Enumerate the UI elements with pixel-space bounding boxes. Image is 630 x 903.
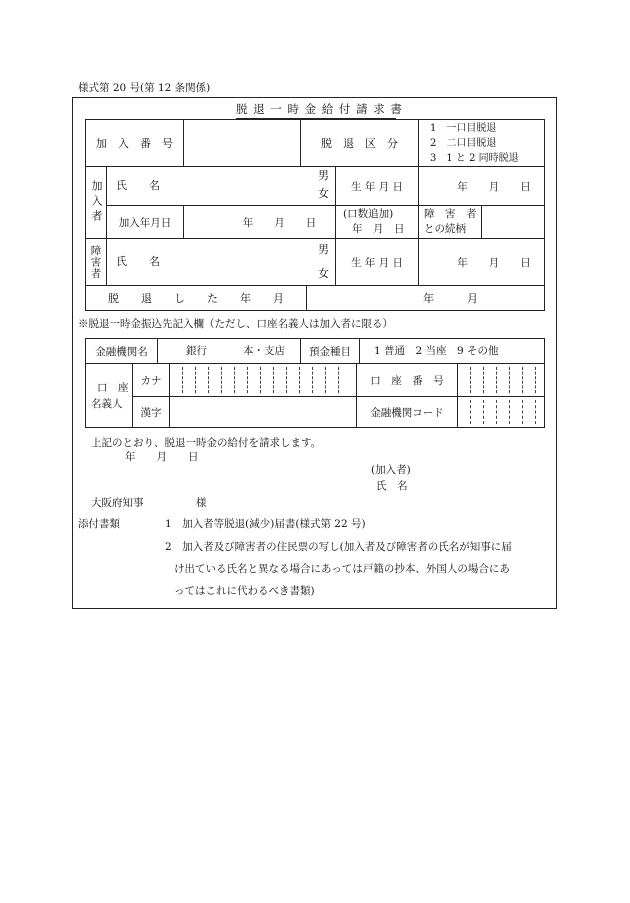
honorific: 様 — [196, 497, 207, 509]
form-number: 様式第 20 号(第 12 条関係) — [78, 82, 211, 94]
bank-section-note: ※脱退一時金振込先記入欄（ただし、口座名義人は加入者に限る） — [78, 318, 393, 330]
kana-label: カナ — [140, 374, 162, 387]
member-birthdate-label: 生 年 月 日 — [350, 180, 403, 193]
relationship-label-line1: 障 害 者 — [424, 208, 477, 220]
attachments-label: 添付書類 — [78, 518, 120, 530]
disabled-name-label: 氏 名 — [116, 255, 160, 268]
account-holder-label-line1: 口 座 — [97, 382, 129, 394]
deposit-type-label: 預金種目 — [309, 345, 351, 358]
claim-date[interactable]: 年 月 日 — [125, 451, 199, 463]
join-date-label: 加入年月日 — [118, 216, 172, 229]
member-male-option[interactable]: 男 — [318, 169, 329, 182]
institution-code-field[interactable] — [458, 397, 544, 427]
applicant-name-label: 氏 名 — [376, 480, 408, 492]
member-number-field[interactable] — [184, 120, 300, 166]
applicant-label: (加入者) — [371, 464, 411, 476]
outer-frame-bottom — [72, 608, 557, 609]
branch-suffix: 本・支店 — [243, 345, 285, 357]
attachment-item-2-line3: ってはこれに代わるべき書類) — [174, 585, 315, 597]
member-female-option[interactable]: 女 — [318, 187, 329, 200]
attachment-item-2-line2: け出ている氏名と異なる場合にあっては戸籍の抄本、外国人の場合にあ — [174, 563, 510, 575]
disabled-group-label: 障害者 — [89, 244, 102, 280]
kanji-name-field[interactable] — [170, 397, 356, 427]
outer-frame-left — [72, 97, 73, 609]
member-number-label: 加 入 番 号 — [96, 137, 173, 150]
relationship-field[interactable] — [482, 206, 544, 238]
additional-units-label: (口数追加) — [343, 208, 394, 220]
withdrawal-option-3[interactable]: 3 1 と 2 同時脱退 — [430, 153, 519, 164]
additional-units-date[interactable]: 年 月 日 — [352, 223, 405, 235]
member-group-label: 加入者 — [90, 180, 103, 225]
bank-suffix: 銀行 — [186, 345, 207, 357]
deposit-type-options[interactable]: 1 普通 2 当座 9 その他 — [374, 345, 499, 357]
account-number-label: 口 座 番 号 — [370, 374, 444, 387]
disabled-birthdate-value[interactable]: 年 月 日 — [457, 256, 531, 269]
account-number-field[interactable] — [458, 364, 544, 396]
outer-frame-top — [72, 97, 557, 98]
withdrawal-date-label: 脱 退 し た 年 月 — [108, 292, 284, 305]
member-birthdate-value[interactable]: 年 月 日 — [457, 180, 531, 193]
join-date-value[interactable]: 年 月 日 — [242, 216, 317, 229]
relationship-label-line2: との続柄 — [424, 223, 466, 235]
claim-statement: 上記のとおり、脱退一時金の給付を請求します。 — [91, 437, 322, 449]
account-holder-label-line2: 名義人 — [91, 398, 123, 410]
withdrawal-date-value[interactable]: 年 月 — [423, 292, 478, 305]
withdrawal-option-1[interactable]: 1 一口目脱退 — [430, 123, 497, 134]
attachment-item-2-line1: 2 加入者及び障害者の住民票の写し(加入者及び障害者の氏名が知事に届 — [165, 541, 512, 553]
addressee: 大阪府知事 — [91, 497, 144, 509]
member-name-label: 氏 名 — [116, 179, 160, 192]
outer-frame-right — [556, 97, 557, 609]
disabled-birthdate-label: 生 年 月 日 — [350, 256, 403, 269]
withdrawal-category-label: 脱 退 区 分 — [321, 137, 398, 150]
attachment-item-1: 1 加入者等脱退(減少)届書(様式第 22 号) — [165, 518, 366, 530]
disabled-female-option[interactable]: 女 — [318, 267, 329, 280]
kanji-label: 漢字 — [140, 406, 162, 419]
institution-label: 金融機関名 — [95, 345, 148, 358]
form-title: 脱 退 一 時 金 給 付 請 求 書 — [236, 102, 403, 116]
disabled-male-option[interactable]: 男 — [318, 243, 329, 256]
kana-name-field[interactable] — [170, 364, 356, 396]
withdrawal-option-2[interactable]: 2 二口目脱退 — [430, 138, 497, 149]
institution-code-label: 金融機関コード — [370, 406, 444, 419]
